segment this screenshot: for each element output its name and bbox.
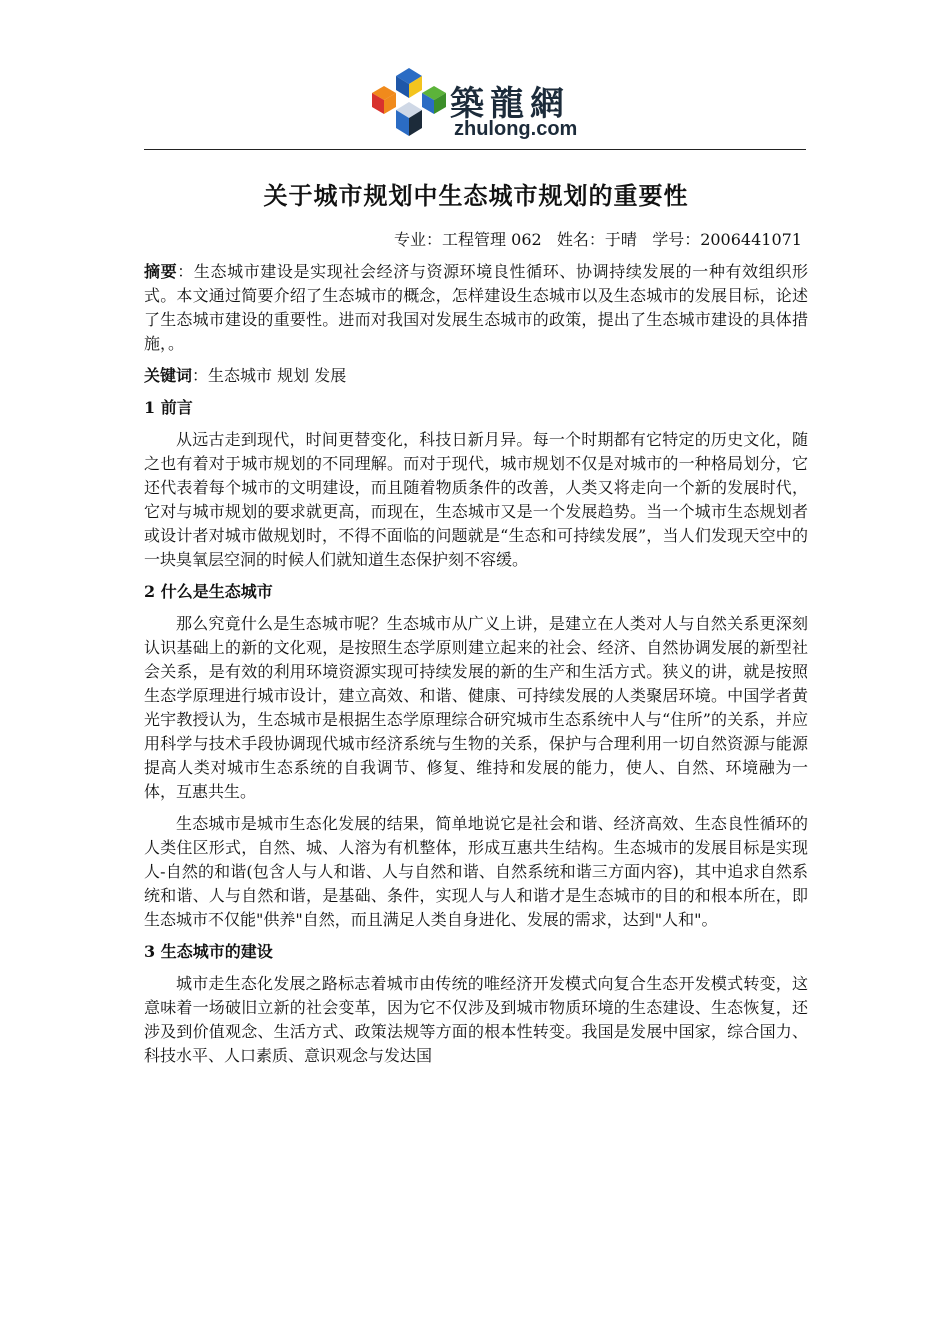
section-heading-1: 1 前言 xyxy=(144,398,193,417)
logo-english-text: zhulong.com xyxy=(454,118,578,140)
document-body xyxy=(144,170,808,1076)
section-heading-3: 3 生态城市的建设 xyxy=(144,942,273,961)
keywords xyxy=(144,364,808,388)
logo-chinese-text: 築龍網 xyxy=(450,84,570,124)
page-title: 关于城市规划中生态城市规划的重要性 xyxy=(263,181,689,210)
section-2-paragraph-2: 生态城市是城市生态化发展的结果，简单地说它是社会和谐、经济高效、生态良性循环的人类住区形式，自然、城、人溶为有机整体，形成互惠共生结构。生态城市的发展目标是实现人-自然的和谐(包含人与人和谐、人与自然和谐、自然系统和谐三方面内容)，其中追求自然系统和谐、人与自然和谐，是基础、条件，实现人与人和谐才是生态城市的目的和根本所在，即生态城市不仅能"供养"自然，而且满足人类自身进化、发展的需求，达到"人和"。 xyxy=(144,814,808,929)
header-divider xyxy=(144,149,806,150)
zhulong-logo xyxy=(370,64,590,144)
author-meta: 专业：工程管理 062 姓名：于晴 学号：2006441071 xyxy=(394,230,802,249)
cube-logo-icon xyxy=(370,64,448,144)
section-2-paragraph-1: 那么究竟什么是生态城市呢？生态城市从广义上讲，是建立在人类对人与自然关系更深刻认识基础上的新的文化观，是按照生态学原则建立起来的社会、经济、自然协调发展的新型社会关系，是有效的利用环境资源实现可持续发展的新的生产和生活方式。狭义的讲，就是按照生态学原理进行城市设计，建立高效、和谐、健康、可持续发展的人类聚居环境。中国学者黄光宇教授认为，生态城市是根据生态学原理综合研究城市生态系统中人与“住所”的关系，并应用科学与技术手段协调现代城市经济系统与生物的关系，保护与合理利用一切自然资源与能源提高人类对城市生态系统的自我调节、修复、维持和发展的能力，使人、自然、环境融为一体，互惠共生。 xyxy=(144,614,808,801)
abstract xyxy=(144,260,808,356)
abstract-text: ：生态城市建设是实现社会经济与资源环境良性循环、协调持续发展的一种有效组织形式。本文通过简要介绍了生态城市的概念，怎样建设生态城市以及生态城市的发展目标，论述了生态城市建设的重要性。进而对我国对发展生态城市的政策，提出了生态城市建设的具体措施，。 xyxy=(144,262,808,353)
section-heading-2: 2 什么是生态城市 xyxy=(144,582,273,601)
keywords-text: ：生态城市 规划 发展 xyxy=(192,366,347,385)
abstract-label: 摘要 xyxy=(144,262,178,281)
section-3-paragraph: 城市走生态化发展之路标志着城市由传统的唯经济开发模式向复合生态开发模式转变，这意味着一场破旧立新的社会变革，因为它不仅涉及到城市物质环境的生态建设、生态恢复，还涉及到价值观念、生活方式、政策法规等方面的根本性转变。我国是发展中国家，综合国力、科技水平、人口素质、意识观念与发达国 xyxy=(144,974,808,1065)
keywords-label: 关键词 xyxy=(144,366,193,385)
section-1-paragraph: 从远古走到现代，时间更替变化，科技日新月异。每一个时期都有它特定的历史文化，随之也有着对于城市规划的不同理解。而对于现代，城市规划不仅是对城市的一种格局划分，它还代表着每个城市的文明建设，而且随着物质条件的改善，人类又将走向一个新的发展时代，它对与城市规划的要求就更高，而现在，生态城市又是一个发展趋势。当一个城市生态规划者或设计者对城市做规划时，不得不面临的问题就是“生态和可持续发展”，当人们发现天空中的一块臭氧层空洞的时候人们就知道生态保护刻不容缓。 xyxy=(144,430,808,569)
